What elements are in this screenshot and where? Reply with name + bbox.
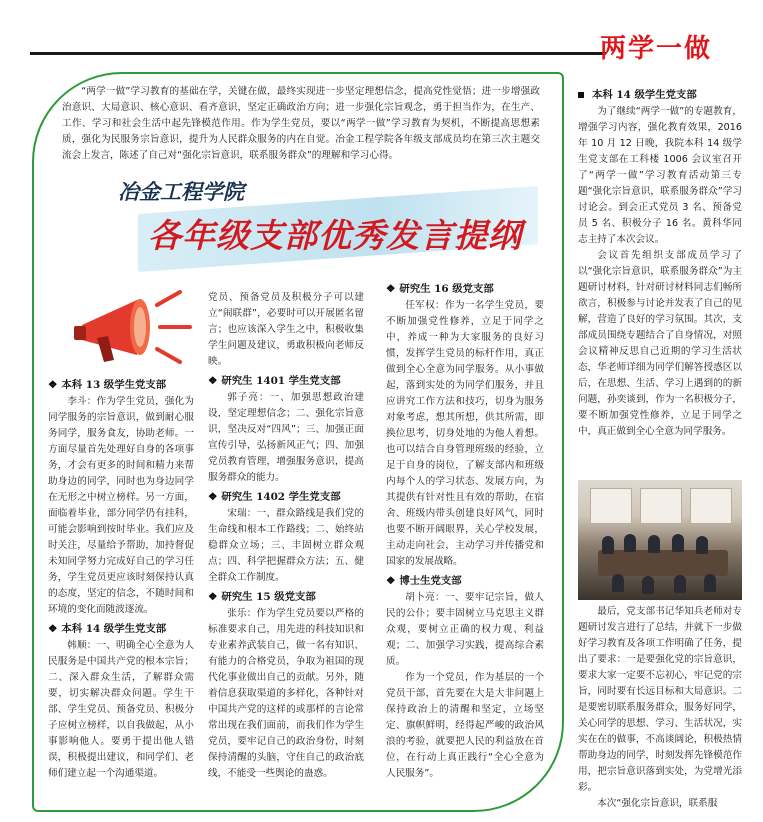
intro-text	[62, 84, 540, 164]
column-right	[578, 84, 742, 440]
section-body: 胡卜亮：一、要牢记宗旨，做人民的公仆；要丰固树立马克思主义群众观，要树立正确的权力观、利益观；二、加强学习实践，提高综合素质。	[386, 592, 544, 667]
diamond-bullet-icon: ❖	[208, 591, 218, 603]
column-left	[48, 374, 194, 782]
diamond-bullet-icon: ❖	[208, 491, 218, 503]
section-heading: ❖ 本科 13 级学生党支部	[48, 379, 167, 391]
section-body: 张乐：作为学生党员要以严格的标准要求自己，用先进的科技知识和专业素养武装自己，做一名有知识、有能力的合格党员，争取为祖国的现代化事业做出自己的贡献。另外，随着信息获取渠道的多样化，各种针对中国共产党的这样的或那样的言论常常出现在我们面前，而我们作为学生党员，要牢记自己的政治身份，时刻保持清醒的头脑，守住自己的政治底线，不能受一些舆论的蛊惑。	[208, 608, 364, 779]
section-body: 韩顺：一、明确全心全意为人民服务是中国共产党的根本宗旨；二、深入群众生活，了解群众需要，切实解决群众问题。学生干部、学生党员、预备党员、积极分子应树立榜样，以自我做起，从小事影响他人。要勇于提出他人错误，积极提出建议，和同学们、老师们建立起一个沟通渠道。	[48, 640, 194, 779]
banner-title-main: 各年级支部优秀发言提纲	[148, 216, 522, 255]
section-body: 党员、预备党员及积极分子可以建立“闹联群”，必要时可以开展匿名留言；也应该深入学生之中，积极收集学生问题及建议，勇敢积极向老师反映。	[208, 292, 364, 367]
section-heading: ❖ 研究生 1402 学生党支部	[208, 491, 341, 503]
column-right-lower	[578, 604, 742, 812]
column-brand: 两学一做	[600, 34, 713, 64]
diamond-bullet-icon: ❖	[386, 575, 396, 587]
section-heading: 本科 14 级学生党支部	[578, 87, 742, 103]
section-body: 李斗：作为学生党员，强化为同学服务的宗旨意识，做到耐心服务同学，服务食友，协助老师。一方面尽量首先处理好自身的各项事务，才会有更多的时间和精力来帮助身边的同学，同时也为身边同学在无形之中树立榜样。另一方面，面临着毕业，部分同学仍有挂科，可能会影响到按时毕业。我们应及时关注，尽量给予帮助，加持督促未知同学努力完成好自己的学习任务，学生党员更应该时刻保持认真的态度，坚定的信念，不随时间和环境的变化而随波逐流。	[48, 396, 194, 615]
diamond-bullet-icon: ❖	[208, 375, 218, 387]
megaphone-icon	[62, 270, 212, 370]
section-body: 作为一个党员，作为基层的一个党员干部，首先要在大是大非问题上保持政治上的清醒和坚定，立场坚定、旗帜鲜明，经得起严峻的政治风浪的考验，就要把人民的利益放在首位，在行动上真正践行“全心全意为人民服务”。	[386, 672, 544, 779]
diamond-bullet-icon: ❖	[48, 379, 58, 391]
meeting-photo	[578, 480, 742, 600]
square-bullet-icon	[578, 92, 584, 98]
section-heading: ❖ 研究生 15 级党支部	[208, 591, 316, 603]
banner	[58, 182, 542, 272]
diamond-bullet-icon: ❖	[48, 623, 58, 635]
banner-title-school: 冶金工程学院	[118, 180, 244, 204]
section-heading: ❖ 研究生 16 级党支部	[386, 283, 494, 295]
report-paragraph: 为了继续“两学一做”的专题教育，增强学习内容，强化教育效果，2016 年 10 月 12 日晚，我院本科 14 级学生党支部在工科楼 1006 会议室召开了“两学一做”学习教育活动第三专题“强化宗旨意识，联系服务群众”学习讨论会。到会正式党员 3 名、预备党员 5 名、积极分子 16 名。黄科华同志主持了本次会议。	[578, 106, 742, 245]
section-body: 任军权：作为一名学生党员，要不断加强党性修养，立足于同学之中，养成一种为大家服务的良好习惯，发挥学生党员的标杆作用，真正做到全心全意为同学服务。从小事做起，落到实处的为同学们服务，并且应讲究工作方法和技巧，切身为服务对象考虑，想其所想，供其所需，即换位思考，切身处地的为他人着想。也可以结合自身管理班级的经验，立足于自身的岗位，了解支部内和班级内每个人的学习状态、发展方向，为其提供有针对性且有效的帮助，在宿舍、班级内带头创建良好风气，同时也要不断开阔眼界，关心学校发展，主动走向社会，主动学习并传播党和国家的发展战略。	[386, 300, 544, 567]
column-third	[386, 278, 544, 782]
diamond-bullet-icon: ❖	[386, 283, 396, 295]
section-body: 郭子亮：一、加强思想政治建设，坚定理想信念；二、强化宗旨意识，坚决反对“四风”；三、加强正面宣传引导，弘扬新风正气；四、加强党员教育管理，增强服务意识，提高服务群众的能力。	[208, 392, 364, 483]
report-paragraph: 本次“强化宗旨意识，联系服	[597, 798, 718, 809]
section-heading: ❖ 研究生 1401 学生党支部	[208, 375, 341, 387]
section-body: 宋瑞：一、群众路线是我们党的生命线和根本工作路线；二、始终站稳群众立场；三、丰固树立群众观点；四、科学把握群众方法；五、健全群众工作制度。	[208, 508, 364, 583]
report-paragraph: 最后，党支部书记华知兵老师对专题研讨发言进行了总结，并就下一步做好学习教育及各项工作明确了任务，提出了要求：一是要强化党的宗旨意识，要求大家一定要不忘初心，牢记党的宗旨，同时要有长远目标和大局意识。二是要密切联系服务群众，服务好同学，关心同学的思想、学习、生活状况，实实在在的做事，不高谈阔论，积极热情帮助身边的同学，时刻发挥先锋模范作用，把宗旨意识落到实处，为党增光添彩。	[578, 606, 742, 793]
report-paragraph: 会议首先组织支部成员学习了以“强化宗旨意识，联系服务群众”为主题研讨材料，针对研讨材料同志们畅所欲言，积极参与讨论并发表了自己的见解，营造了良好的学习氛围。其次，支部成员围绕专题结合了自身情况，对照会议精神反思自己近期的学习生活状态，华老师详细为同学们解答授惑区以后，在思想、生活、学习上遇到的的新问题，孙奕谈到，作为一名积极分子，要不断加强党性修养，立足于同学之中，真正做到全心全意为同学服务。	[578, 250, 742, 437]
section-heading: ❖ 博士生党支部	[386, 575, 462, 587]
intro-paragraph: “两学一做”学习教育的基础在学，关键在做，最终实现进一步坚定理想信念，提高党性觉悟；进一步增强政治意识、大局意识、核心意识、看齐意识，坚定正确政治方向；进一步强化宗旨观念，勇于担当作为，在生产、工作、学习和社会生活中起先锋模范作用。作为学生党员，要以“两学一做”学习教育为契机，不断提高思想素质，强化为民服务宗旨意识，提升为人民群众服务的内在自觉。冶金工程学院各年级支部成员均在第三次主题交流会上发言，陈述了自己对“强化宗旨意识，联系服务群众”的理解和学习心得。	[62, 86, 540, 161]
header-rule	[30, 52, 606, 55]
column-middle	[208, 290, 364, 782]
section-heading: ❖ 本科 14 级学生党支部	[48, 623, 167, 635]
